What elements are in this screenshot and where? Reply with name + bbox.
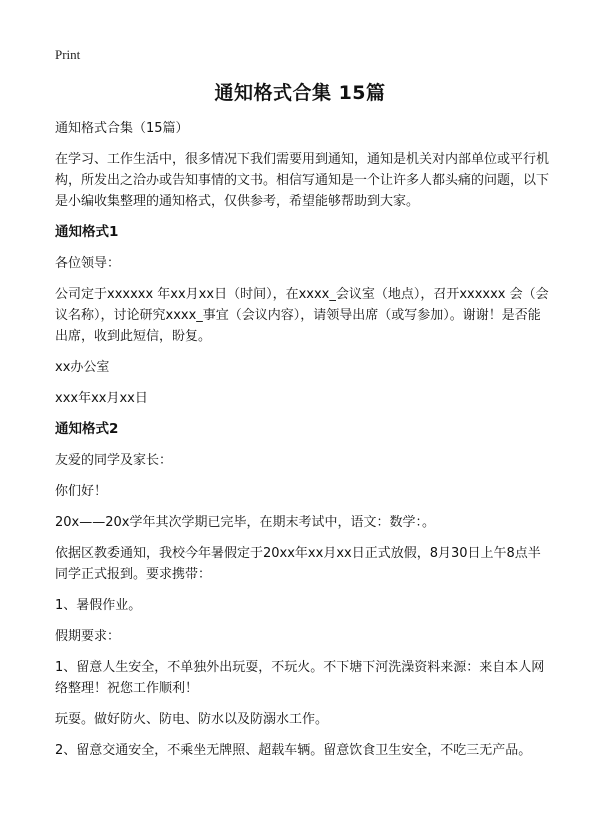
greeting: 你们好！ [55, 484, 108, 499]
print-label: Print [55, 47, 81, 62]
list-item: 1、暑假作业。 [55, 598, 142, 613]
list-item: 2、留意交通安全，不乘坐无牌照、超载车辆。留意饮食卫生安全，不吃三无产品。 [55, 743, 532, 758]
semester-line: 20x——20x学年其次学期已完毕，在期末考试中，语文：数学：。 [55, 515, 435, 530]
section-heading-2: 通知格式2 [55, 421, 119, 437]
document-subtitle: 通知格式合集（15篇） [55, 121, 189, 136]
salutation-2: 友爱的同学及家长： [55, 453, 173, 468]
requirements-heading: 假期要求： [55, 629, 121, 644]
office-signature: xx办公室 [55, 360, 110, 375]
section-heading-1: 通知格式1 [55, 224, 119, 240]
list-item: 1、留意人生安全，不单独外出玩耍，不玩火。不下塘下河洗澡资料来源：来自本人网络整理！祝您工作顺利！ [55, 660, 545, 696]
salutation-1: 各位领导： [55, 256, 121, 271]
signature-date: xxx年xx月xx日 [55, 391, 148, 406]
intro-paragraph: 在学习、工作生活中，很多情况下我们需要用到通知，通知是机关对内部单位或平行机构，所发出之洽办或告知事情的文书。相信写通知是一个让许多人都头痛的问题，以下是小编收集整理的通知格式，仅供参考，希望能够帮助到大家。 [55, 152, 550, 209]
list-item-continued: 玩耍。做好防火、防电、防水以及防溺水工作。 [55, 712, 329, 727]
vacation-notice: 依据区教委通知，我校今年暑假定于20xx年xx月xx日正式放假，8月30日上午8点半同学正式报到。要求携带： [55, 546, 541, 582]
document-title: 通知格式合集 15篇 [214, 82, 386, 104]
document-body [55, 118, 550, 771]
notice-paragraph-1: 公司定于xxxxxx 年xx月xx日（时间），在xxxx_会议室（地点），召开xxxxxx 会（会议名称），讨论研究xxxx_事宜（会议内容），请领导出席（或写参加）。谢谢！是否能出席，收到此短信，盼复。 [55, 287, 549, 344]
